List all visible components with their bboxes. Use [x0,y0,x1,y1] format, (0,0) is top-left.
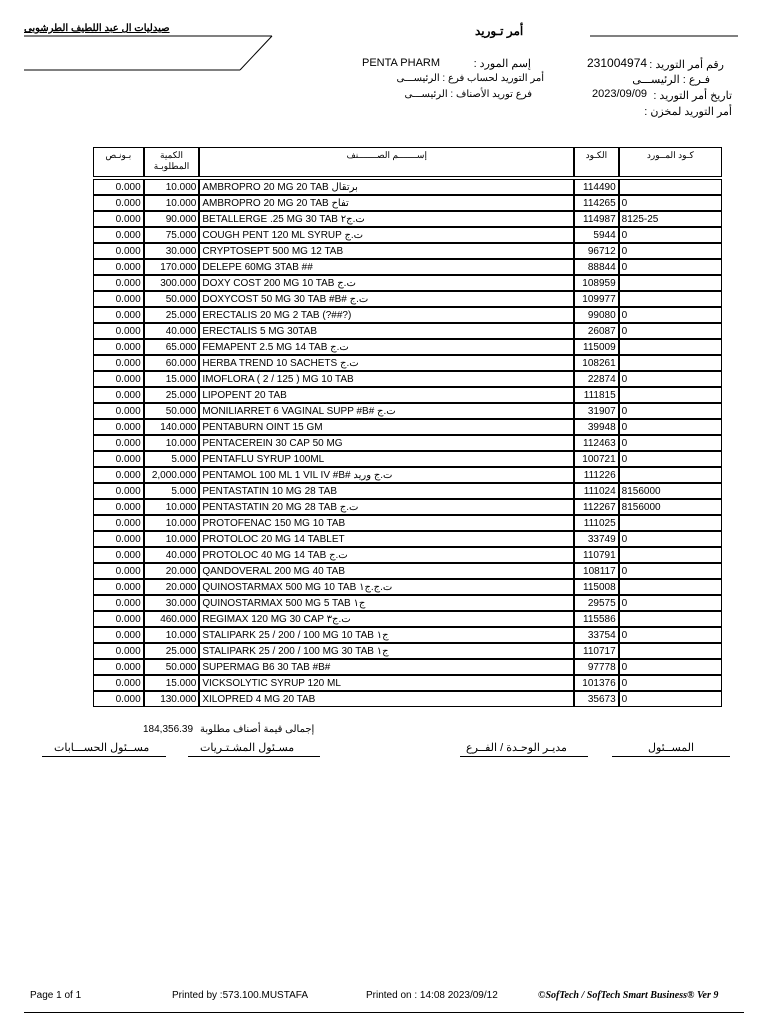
cell-code: 111815 [574,387,619,403]
cell-item-name: LIPOPENT 20 TAB [199,387,574,403]
table-row [93,339,722,355]
cell-supplier-code [619,611,722,627]
cell-code: 115586 [574,611,619,627]
table-row [93,243,722,259]
cell-code: 111024 [574,483,619,499]
cell-item-name: PENTASTATIN 20 MG 28 TAB ت.ج [199,499,574,515]
table-row [93,387,722,403]
supplier-name: PENTA PHARM [362,57,441,69]
table-row [93,691,722,707]
table-row [93,195,722,211]
cell-bonus: 0.000 [93,259,144,275]
cell-code: 111025 [574,515,619,531]
cell-supplier-code: 0 [619,323,722,339]
cell-item-name: MONILIARRET 6 VAGINAL SUPP #B# ت.ج [199,403,574,419]
cell-qty: 25.000 [144,387,200,403]
sig-line [460,756,588,757]
cell-item-name: PENTABURN OINT 15 GM [199,419,574,435]
table-row [93,371,722,387]
sig-line [188,756,320,757]
cell-code: 96712 [574,243,619,259]
cell-code: 114490 [574,179,619,195]
cell-bonus: 0.000 [93,387,144,403]
cell-item-name: PENTASTATIN 10 MG 28 TAB [199,483,574,499]
cell-item-name: PROTOLOC 40 MG 14 TAB ت.ج [199,547,574,563]
cell-code: 5944 [574,227,619,243]
cell-bonus: 0.000 [93,547,144,563]
cell-qty: 20.000 [144,563,200,579]
cell-supplier-code: 0 [619,627,722,643]
cell-bonus: 0.000 [93,531,144,547]
cell-qty: 15.000 [144,371,200,387]
sig-responsible: المســئول [648,742,695,754]
cell-bonus: 0.000 [93,483,144,499]
order-date: 2023/09/09 [592,88,648,100]
for-branch: أمر التوريد لحساب فرع : الرئيســـى [396,73,544,84]
cell-supplier-code: 8156000 [619,499,722,515]
cell-bonus: 0.000 [93,243,144,259]
table-row [93,291,722,307]
cell-code: 33754 [574,627,619,643]
cell-qty: 15.000 [144,675,200,691]
cell-supplier-code [619,291,722,307]
page-number: Page 1 of 1 [30,990,82,1001]
table-row [93,515,722,531]
table-row [93,179,722,195]
cell-code: 114987 [574,211,619,227]
cell-item-name: REGIMAX 120 MG 30 CAP ت.ج٣ [199,611,574,627]
cell-qty: 140.000 [144,419,200,435]
cell-bonus: 0.000 [93,371,144,387]
cell-supplier-code: 8125-25 [619,211,722,227]
table-row [93,531,722,547]
table-row [93,563,722,579]
document-title: أمر تـوريد [475,24,524,38]
cell-supplier-code: 0 [619,675,722,691]
table-row [93,323,722,339]
cell-bonus: 0.000 [93,211,144,227]
items-table [93,179,722,707]
cell-bonus: 0.000 [93,227,144,243]
cell-item-name: QUINOSTARMAX 500 MG 5 TAB ج١ [199,595,574,611]
cell-supplier-code: 0 [619,659,722,675]
cell-supplier-code: 0 [619,595,722,611]
cell-qty: 65.000 [144,339,200,355]
sig-line [42,756,166,757]
cell-item-name: DOXY COST 200 MG 10 TAB ت.ج [199,275,574,291]
cell-supplier-code: 0 [619,195,722,211]
cell-item-name: HERBA TREND 10 SACHETS ت.ج [199,355,574,371]
table-row [93,227,722,243]
table-row [93,659,722,675]
cell-item-name: PROTOFENAC 150 MG 10 TAB [199,515,574,531]
table-row [93,579,722,595]
cell-qty: 10.000 [144,179,200,195]
cell-item-name: SUPERMAG B6 30 TAB #B# [199,659,574,675]
cell-supplier-code [619,643,722,659]
cell-code: 115009 [574,339,619,355]
cell-bonus: 0.000 [93,419,144,435]
cell-supplier-code [619,547,722,563]
cell-code: 99080 [574,307,619,323]
table-row [93,467,722,483]
cell-qty: 40.000 [144,547,200,563]
table-row [93,627,722,643]
cell-supplier-code: 0 [619,419,722,435]
cell-supplier-code: 0 [619,227,722,243]
cell-bonus: 0.000 [93,435,144,451]
cell-supplier-code: 0 [619,435,722,451]
cell-qty: 10.000 [144,499,200,515]
table-row [93,451,722,467]
cell-bonus: 0.000 [93,403,144,419]
cell-bonus: 0.000 [93,563,144,579]
cell-supplier-code [619,339,722,355]
cell-supplier-code [619,275,722,291]
cell-bonus: 0.000 [93,179,144,195]
table-row [93,275,722,291]
cell-supplier-code [619,579,722,595]
cell-supplier-code [619,515,722,531]
cell-item-name: QANDOVERAL 200 MG 40 TAB [199,563,574,579]
table-row [93,259,722,275]
cell-item-name: IMOFLORA ( 2 / 125 ) MG 10 TAB [199,371,574,387]
cell-code: 26087 [574,323,619,339]
cell-item-name: AMBROPRO 20 MG 20 TAB برتقال [199,179,574,195]
col-supplier-code: كـود المــورد [619,147,722,177]
cell-item-name: STALIPARK 25 / 200 / 100 MG 30 TAB ج١ [199,643,574,659]
col-qty: الكمية المطلوبـة [144,147,200,177]
printed-on: Printed on : 14:08 2023/09/12 [366,990,498,1001]
order-no: 231004974 [587,56,648,70]
cell-item-name: COUGH PENT 120 ML SYRUP ت.ج [199,227,574,243]
cell-bonus: 0.000 [93,275,144,291]
cell-item-name: QUINOSTARMAX 500 MG 10 TAB ت.ج.ج١ [199,579,574,595]
cell-qty: 50.000 [144,659,200,675]
col-name: إســـــــم الصـــــــنف [199,147,574,177]
cell-code: 100721 [574,451,619,467]
cell-code: 35673 [574,691,619,707]
cell-qty: 20.000 [144,579,200,595]
cell-code: 112463 [574,435,619,451]
col-bonus: بـونـص [93,147,144,177]
cell-item-name: PENTAFLU SYRUP 100ML [199,451,574,467]
cell-supplier-code: 0 [619,451,722,467]
cell-qty: 50.000 [144,291,200,307]
cell-code: 22874 [574,371,619,387]
branch-label: فـرع : الرئيســـى [632,74,710,86]
cell-code: 39948 [574,419,619,435]
cell-item-name: ERECTALIS 20 MG 2 TAB (?##?) [199,307,574,323]
cell-bonus: 0.000 [93,627,144,643]
cell-item-name: VICKSOLYTIC SYRUP 120 ML [199,675,574,691]
cell-bonus: 0.000 [93,355,144,371]
cell-code: 108261 [574,355,619,371]
softech-credit: ©SofTech / SofTech Smart Business® Ver 9 [538,990,719,1001]
cell-item-name: PENTAMOL 100 ML 1 VIL IV #B# ت.ج وريد [199,467,574,483]
cell-bonus: 0.000 [93,291,144,307]
cell-bonus: 0.000 [93,691,144,707]
cell-code: 108959 [574,275,619,291]
cell-bonus: 0.000 [93,643,144,659]
cell-qty: 460.000 [144,611,200,627]
cell-code: 88844 [574,259,619,275]
cell-bonus: 0.000 [93,451,144,467]
cell-supplier-code: 8156000 [619,483,722,499]
table-row [93,355,722,371]
cell-qty: 10.000 [144,627,200,643]
cell-supplier-code [619,387,722,403]
cell-qty: 60.000 [144,355,200,371]
cell-supplier-code [619,355,722,371]
table-row [93,675,722,691]
cell-supplier-code: 0 [619,691,722,707]
total-value: 184,356.39 [143,724,194,735]
cell-qty: 10.000 [144,515,200,531]
cell-code: 97778 [574,659,619,675]
cell-qty: 10.000 [144,531,200,547]
cell-item-name: AMBROPRO 20 MG 20 TAB تفاح [199,195,574,211]
cell-qty: 10.000 [144,195,200,211]
footer-line [24,1012,744,1013]
table-row [93,483,722,499]
cell-bonus: 0.000 [93,659,144,675]
printed-by: Printed by :573.100.MUSTAFA [172,990,308,1001]
sig-accounts: مســئول الحســـابات [54,742,150,754]
cell-code: 29575 [574,595,619,611]
cell-qty: 25.000 [144,307,200,323]
cell-bonus: 0.000 [93,339,144,355]
cell-code: 31907 [574,403,619,419]
cell-supplier-code: 0 [619,371,722,387]
cell-item-name: PROTOLOC 20 MG 14 TABLET [199,531,574,547]
cell-item-name: PENTACEREIN 30 CAP 50 MG [199,435,574,451]
order-no-label: رقم أمر التوريد : [649,59,724,71]
table-row [93,643,722,659]
table-row [93,307,722,323]
cell-bonus: 0.000 [93,611,144,627]
cell-qty: 90.000 [144,211,200,227]
column-header-row [93,147,722,177]
cell-qty: 50.000 [144,403,200,419]
cell-qty: 30.000 [144,595,200,611]
total-label: إجمالى قيمة أصناف مطلوبة [200,724,315,735]
cell-qty: 30.000 [144,243,200,259]
cell-code: 115008 [574,579,619,595]
cell-qty: 5.000 [144,483,200,499]
cell-qty: 10.000 [144,435,200,451]
cell-code: 33749 [574,531,619,547]
table-row [93,211,722,227]
cell-bonus: 0.000 [93,515,144,531]
table-row [93,435,722,451]
store-label: أمر التوريد لمخزن : [644,106,732,118]
col-code: الكـود [574,147,619,177]
cell-code: 110791 [574,547,619,563]
cell-qty: 25.000 [144,643,200,659]
cell-bonus: 0.000 [93,675,144,691]
cell-supplier-code: 0 [619,403,722,419]
cell-item-name: ERECTALIS 5 MG 30TAB [199,323,574,339]
cell-item-name: XILOPRED 4 MG 20 TAB [199,691,574,707]
company-name: صيدليات ال عبد اللطيف الطرشوبى [24,23,170,34]
table-row [93,611,722,627]
total-row [200,724,314,735]
cell-item-name: DOXYCOST 50 MG 30 TAB #B# ت.ج [199,291,574,307]
table-row [93,419,722,435]
cell-bonus: 0.000 [93,323,144,339]
cell-supplier-code: 0 [619,531,722,547]
table-row [93,403,722,419]
cell-item-name: FEMAPENT 2.5 MG 14 TAB ت.ج [199,339,574,355]
cell-code: 110717 [574,643,619,659]
cell-code: 109977 [574,291,619,307]
cell-item-name: BETALLERGE .25 MG 30 TAB ت.ج٢ [199,211,574,227]
cell-bonus: 0.000 [93,579,144,595]
table-row [93,547,722,563]
table-row [93,595,722,611]
supplier-label: إسم المورد : [473,58,531,70]
cell-qty: 5.000 [144,451,200,467]
sig-line [612,756,730,757]
cell-bonus: 0.000 [93,195,144,211]
cell-bonus: 0.000 [93,307,144,323]
cell-code: 111226 [574,467,619,483]
cell-code: 112267 [574,499,619,515]
cell-supplier-code: 0 [619,259,722,275]
cell-bonus: 0.000 [93,499,144,515]
cell-bonus: 0.000 [93,467,144,483]
cell-code: 101376 [574,675,619,691]
cell-supplier-code: 0 [619,563,722,579]
table-row [93,499,722,515]
cell-qty: 130.000 [144,691,200,707]
cell-qty: 300.000 [144,275,200,291]
cell-code: 108117 [574,563,619,579]
cell-supplier-code [619,179,722,195]
sig-purchases: مسـئول المشـتـريات [200,742,295,754]
cell-qty: 170.000 [144,259,200,275]
cell-code: 114265 [574,195,619,211]
cell-qty: 2,000.000 [144,467,200,483]
date-label: تاريخ أمر التوريد : [653,90,732,102]
items-branch: فرع توريد الأصناف : الرئيســـى [404,89,532,100]
cell-item-name: STALIPARK 25 / 200 / 100 MG 10 TAB ج١ [199,627,574,643]
cell-item-name: CRYPTOSEPT 500 MG 12 TAB [199,243,574,259]
cell-supplier-code [619,467,722,483]
cell-qty: 40.000 [144,323,200,339]
sig-unit-manager: مديـر الوحـدة / الفــرع [466,742,567,754]
cell-bonus: 0.000 [93,595,144,611]
cell-supplier-code: 0 [619,307,722,323]
cell-qty: 75.000 [144,227,200,243]
cell-supplier-code: 0 [619,243,722,259]
cell-item-name: DELEPE 60MG 3TAB ## [199,259,574,275]
